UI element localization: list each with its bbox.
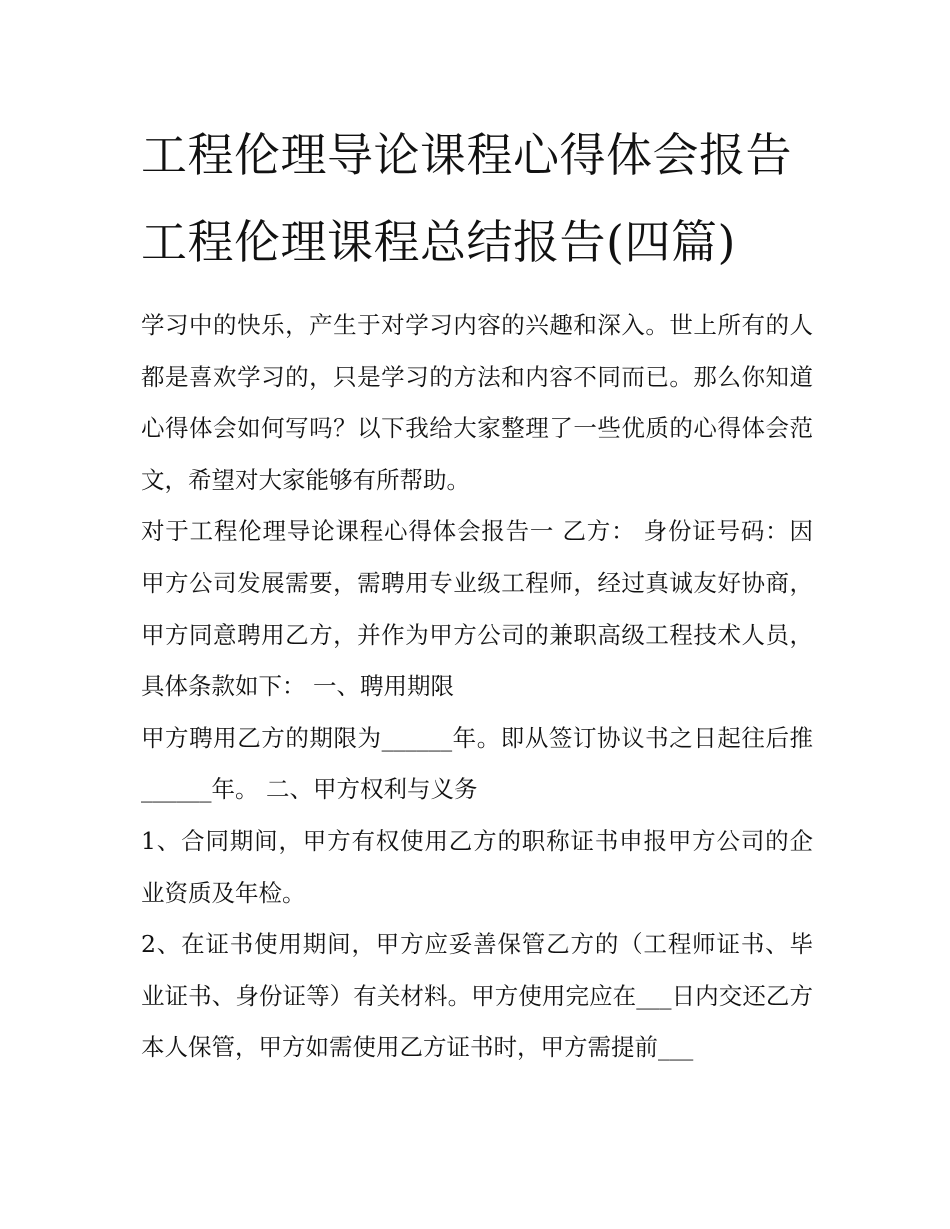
- term-paragraph: 甲方聘用乙方的期限为______年。即从签订协议书之日起往后推______年。 二、甲方权利与义务: [141, 723, 813, 804]
- document-body: [141, 112, 813, 1074]
- document-title: 工程伦理导论课程心得体会报告 工程伦理课程总结报告(四篇): [141, 128, 792, 269]
- intro-paragraph: 学习中的快乐，产生于对学习内容的兴趣和深入。世上所有的人都是喜欢学习的，只是学习的方法和内容不同而已。那么你知道心得体会如何写吗？以下我给大家整理了一些优质的心得体会范文，希望对大家能够有所帮助。: [141, 311, 813, 494]
- report-one-paragraph: 对于工程伦理导论课程心得体会报告一 乙方： 身份证号码：因甲方公司发展需要，需聘用专业级工程师，经过真诚友好协商，甲方同意聘用乙方，并作为甲方公司的兼职高级工程技术人员，具体条款如下： 一、聘用期限: [141, 517, 813, 701]
- clause-2-paragraph: 2、在证书使用期间，甲方应妥善保管乙方的（工程师证书、毕业证书、身份证等）有关材料。甲方使用完应在___日内交还乙方本人保管，甲方如需使用乙方证书时，甲方需提前___: [141, 930, 813, 1062]
- clause-1-paragraph: 1、合同期间，甲方有权使用乙方的职称证书申报甲方公司的企业资质及年检。: [141, 826, 813, 907]
